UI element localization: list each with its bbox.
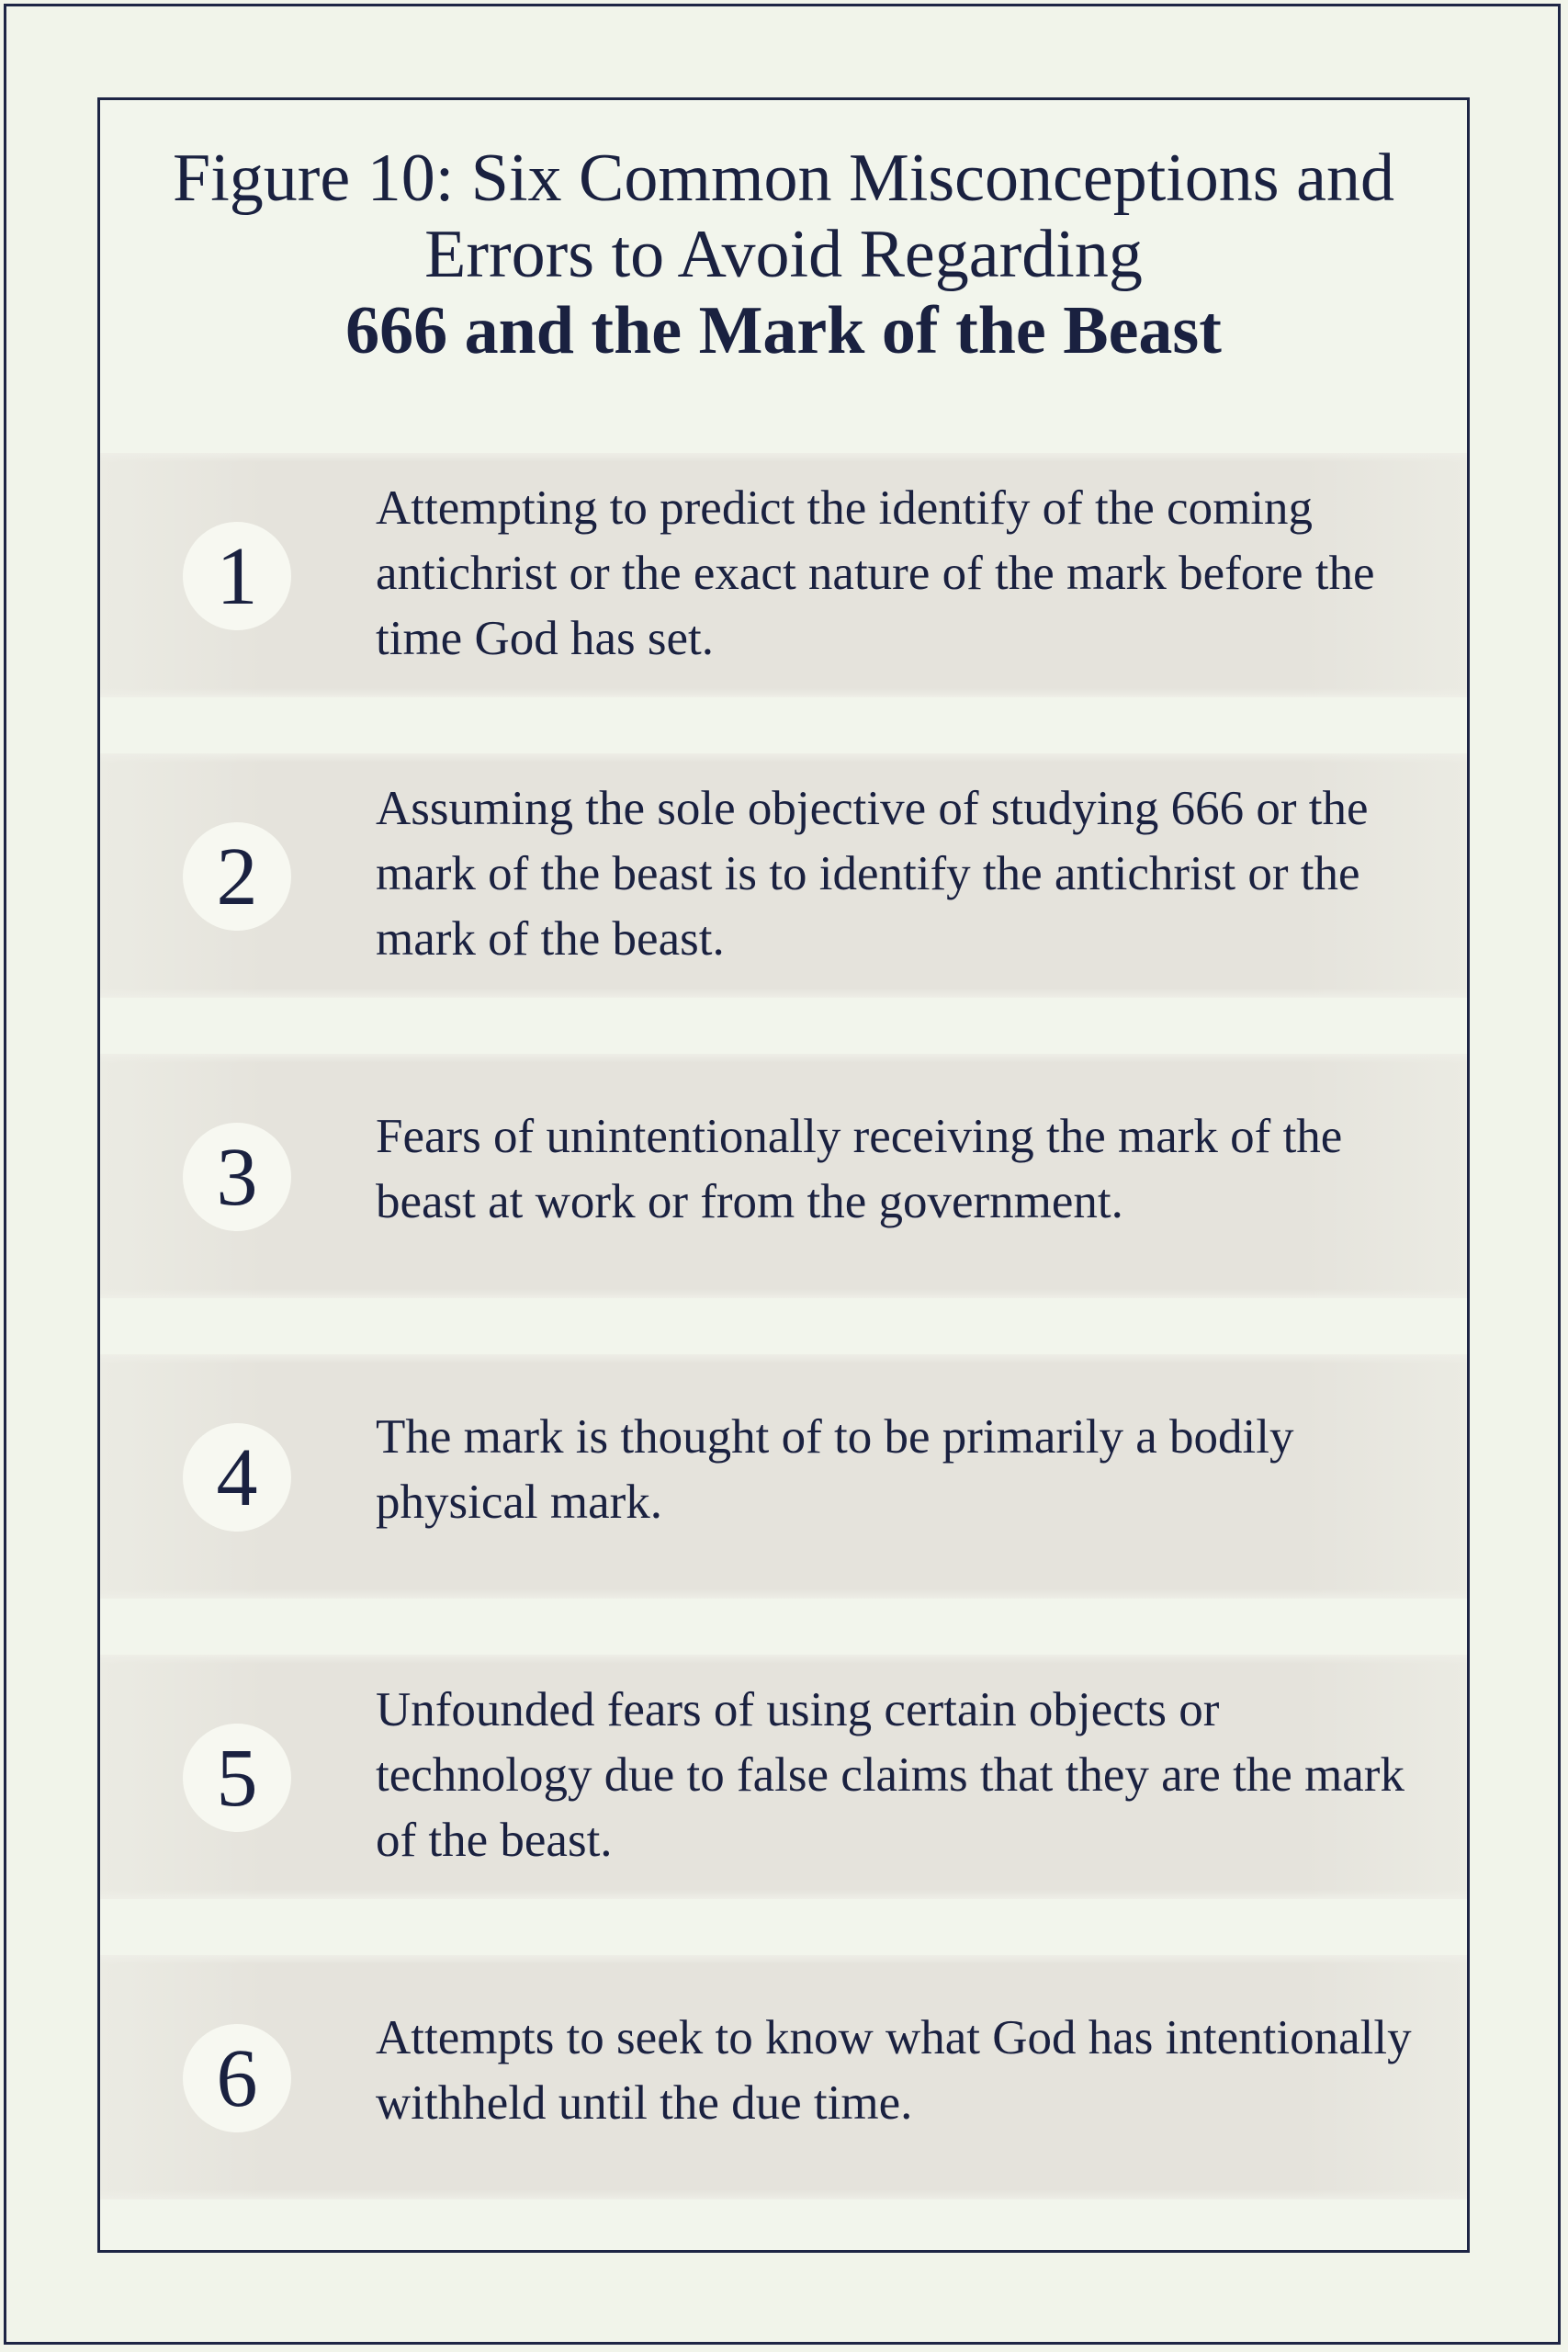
- number-badge: 4: [183, 1423, 291, 1532]
- number-badge: 1: [183, 522, 291, 630]
- misconception-row-2: [100, 753, 1467, 998]
- misconception-row-4: [100, 1354, 1467, 1599]
- misconception-text: Assuming the sole objective of studying 666 or the mark of the beast is to identify the antichrist or the mark of the beast.: [376, 782, 1369, 966]
- title-line-3: 666 and the Mark of the Beast: [345, 293, 1222, 368]
- misconception-row-5: [100, 1655, 1467, 1899]
- misconception-text: Attempting to predict the identify of the coming antichrist or the exact nature of the mark before the time God has set.: [376, 481, 1375, 665]
- misconception-row-1: [100, 453, 1467, 697]
- misconception-row-6: [100, 1955, 1467, 2199]
- misconception-text: Fears of unintentionally receiving the mark of the beast at work or from the government.: [376, 1110, 1343, 1228]
- misconception-text: Unfounded fears of using certain objects or technology due to false claims that they are the mark of the beast.: [376, 1683, 1404, 1867]
- figure-title: [100, 141, 1467, 369]
- misconception-text: The mark is thought of to be primarily a bodily physical mark.: [376, 1410, 1294, 1529]
- title-line-2: Errors to Avoid Regarding: [424, 217, 1143, 292]
- number-badge: 3: [183, 1123, 291, 1231]
- number-badge: 2: [183, 822, 291, 931]
- title-line-1: Figure 10: Six Common Misconceptions and: [173, 141, 1394, 216]
- misconception-row-3: [100, 1054, 1467, 1298]
- number-badge: 6: [183, 2024, 291, 2132]
- number-badge: 5: [183, 1724, 291, 1832]
- misconception-text: Attempts to seek to know what God has intentionally withheld until the due time.: [376, 2011, 1412, 2130]
- figure-frame: [97, 97, 1470, 2253]
